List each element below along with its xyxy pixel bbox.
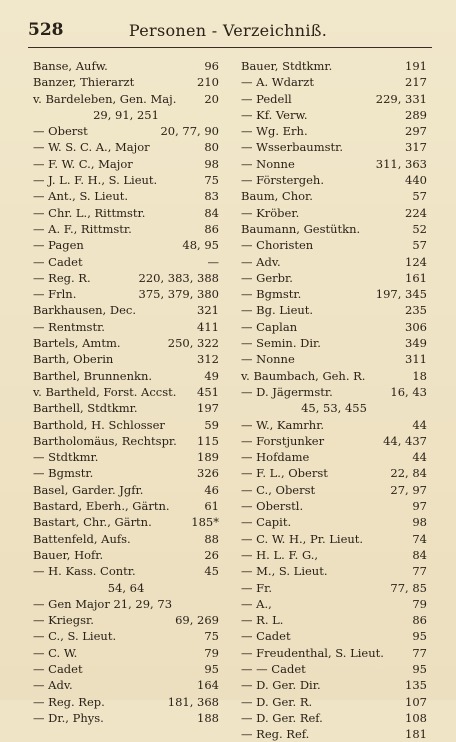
index-entry: [33, 91, 219, 107]
entry-name: Bauer, Hofr.: [33, 547, 104, 562]
entry-name: — Freudenthal, S. Lieut.: [241, 645, 384, 660]
entry-name: v. Baumbach, Geh. R.: [241, 368, 366, 383]
index-entry: [241, 710, 427, 726]
index-entry: [241, 74, 427, 90]
entry-pages: 189: [197, 450, 219, 465]
entry-pages: 197, 345: [375, 287, 427, 302]
entry-pages: 98: [412, 515, 427, 530]
entry-name: — Cadet: [241, 629, 291, 644]
index-entry: [241, 188, 427, 204]
entry-pages: 185*: [191, 515, 219, 530]
entry-pages: 197: [197, 401, 219, 416]
entry-pages: 26: [204, 547, 219, 562]
index-entry: [33, 139, 219, 155]
entry-name: — Kröber.: [241, 205, 300, 220]
index-entry: [33, 694, 219, 710]
index-entry: [241, 661, 427, 677]
entry-name: — Pedell: [241, 91, 292, 106]
index-entry: [33, 514, 219, 530]
entry-name: Barthold, H. Schlosser: [33, 417, 165, 432]
index-entry: [33, 563, 219, 579]
index-entry: [241, 335, 427, 351]
entry-pages: 188: [197, 710, 219, 725]
entry-name: — Oberst: [33, 124, 88, 139]
entry-name: — Kf. Verw.: [241, 107, 308, 122]
entry-name: — Frln.: [33, 287, 77, 302]
entry-name: — Bg. Lieut.: [241, 303, 314, 318]
index-entry: [33, 351, 219, 367]
entry-name: — F. W. C., Major: [33, 156, 133, 171]
right-column: [241, 58, 427, 742]
entry-name: 29, 91, 251: [93, 107, 159, 122]
entry-pages: 440: [405, 173, 427, 188]
entry-pages: 411: [197, 319, 219, 334]
entry-name: — Cadet: [33, 661, 83, 676]
entry-name: Baum, Chor.: [241, 189, 313, 204]
entry-pages: 52: [412, 221, 427, 236]
index-entry: [241, 156, 427, 172]
entry-name: 54, 64: [107, 580, 145, 595]
index-entry: [241, 726, 427, 742]
entry-name: — H. Kass. Contr.: [33, 564, 136, 579]
entry-name: 45, 53, 455: [301, 401, 367, 416]
entry-name: — Reg. R.: [33, 270, 91, 285]
entry-name: Basel, Garder. Jgfr.: [33, 482, 144, 497]
index-entry: [241, 498, 427, 514]
entry-name: — W., Kamrhr.: [241, 417, 325, 432]
entry-name: — Semin. Dir.: [241, 336, 321, 351]
index-entry: [33, 270, 219, 286]
entry-pages: 88: [204, 531, 219, 546]
entry-name: Bartels, Amtm.: [33, 336, 121, 351]
index-entry: [241, 612, 427, 628]
entry-name: — Wsserbaumstr.: [241, 140, 344, 155]
entry-name: — J. L. F. H., S. Lieut.: [33, 173, 158, 188]
index-entry: [241, 123, 427, 139]
index-entry: [33, 156, 219, 172]
entry-name: Barth, Oberin: [33, 352, 114, 367]
entry-name: — Fr.: [241, 580, 273, 595]
entry-pages: 220, 383, 388: [138, 270, 219, 285]
entry-name: — — Cadet: [241, 661, 306, 676]
entry-name: Bastart, Chr., Gärtn.: [33, 515, 152, 530]
entry-pages: 95: [204, 661, 219, 676]
index-entry: [241, 205, 427, 221]
index-entry: [33, 677, 219, 693]
entry-name: — Nonne: [241, 352, 295, 367]
entry-pages: 22, 84: [390, 466, 427, 481]
entry-pages: 44: [412, 450, 427, 465]
entry-pages: 48, 95: [182, 238, 219, 253]
entry-name: Banzer, Thierarzt: [33, 75, 135, 90]
index-entry: [33, 628, 219, 644]
index-entry: [241, 645, 427, 661]
entry-pages: 46: [204, 482, 219, 497]
entry-pages: 86: [412, 613, 427, 628]
entry-pages: 59: [204, 417, 219, 432]
index-entry: [241, 91, 427, 107]
header-rule: [28, 47, 432, 48]
entry-pages: 79: [412, 596, 427, 611]
entry-pages: 297: [405, 124, 427, 139]
entry-pages: 77, 85: [390, 580, 427, 595]
entry-name: — F. L., Oberst: [241, 466, 328, 481]
index-entry: [33, 417, 219, 433]
index-entry: [33, 612, 219, 628]
entry-pages: 86: [204, 221, 219, 236]
index-entry: [241, 221, 427, 237]
entry-pages: —: [207, 254, 219, 269]
entry-name: — C. W. H., Pr. Lieut.: [241, 531, 364, 546]
entry-pages: 84: [412, 547, 427, 562]
entry-name: — D. Ger. R.: [241, 694, 313, 709]
entry-pages: 108: [405, 710, 427, 725]
entry-pages: 77: [412, 645, 427, 660]
entry-pages: 181, 368: [167, 694, 219, 709]
entry-pages: 161: [405, 270, 427, 285]
index-entry: [33, 123, 219, 139]
index-entry: [33, 498, 219, 514]
index-entry: [33, 433, 219, 449]
entry-name: Barkhausen, Dec.: [33, 303, 136, 318]
index-entry: [241, 368, 427, 384]
entry-name: — Cadet: [33, 254, 83, 269]
entry-pages: 317: [405, 140, 427, 155]
entry-pages: 375, 379, 380: [138, 287, 219, 302]
index-entry: [241, 237, 427, 253]
entry-pages: 57: [412, 238, 427, 253]
entry-name: — C. W.: [33, 645, 78, 660]
entry-pages: 96: [204, 59, 219, 73]
entry-pages: 45: [204, 564, 219, 579]
index-entry: [33, 221, 219, 237]
entry-pages: 326: [197, 466, 219, 481]
entry-pages: 74: [412, 531, 427, 546]
index-entry: [33, 465, 219, 481]
entry-pages: 98: [204, 156, 219, 171]
entry-pages: 20: [204, 91, 219, 106]
entry-name: — W. S. C. A., Major: [33, 140, 150, 155]
entry-pages: 235: [405, 303, 427, 318]
index-entry: [241, 302, 427, 318]
index-entry: [241, 139, 427, 155]
entry-name: — Chr. L., Rittmstr.: [33, 205, 146, 220]
entry-pages: 321: [197, 303, 219, 318]
entry-pages: 115: [197, 433, 219, 448]
entry-pages: 250, 322: [167, 336, 219, 351]
entry-name: — Forstjunker: [241, 433, 325, 448]
entry-name: — Adv.: [241, 254, 281, 269]
index-entry: [33, 302, 219, 318]
index-entry: [241, 58, 427, 74]
entry-name: — Gen Major 21, 29, 73: [33, 596, 173, 611]
index-entry: [241, 319, 427, 335]
entry-name: — A. Wdarzt: [241, 75, 314, 90]
entry-pages: 311, 363: [375, 156, 427, 171]
index-entry: [241, 417, 427, 433]
entry-pages: 451: [197, 384, 219, 399]
entry-name: — Ant., S. Lieut.: [33, 189, 129, 204]
index-entry: [241, 628, 427, 644]
index-entry: [241, 286, 427, 302]
entry-name: Bastard, Eberh., Gärtn.: [33, 499, 170, 514]
index-entry: [33, 254, 219, 270]
index-entry: [241, 449, 427, 465]
entry-name: — Rentmstr.: [33, 319, 105, 334]
entry-pages: 49: [204, 368, 219, 383]
entry-pages: 79: [204, 645, 219, 660]
index-entry: [241, 400, 427, 416]
index-entry: [33, 335, 219, 351]
entry-name: v. Bartheld, Forst. Accst.: [33, 384, 177, 399]
index-entry: [33, 107, 219, 123]
entry-pages: 77: [412, 564, 427, 579]
entry-pages: 210: [197, 75, 219, 90]
entry-pages: 349: [405, 336, 427, 351]
entry-name: — Reg. Rep.: [33, 694, 105, 709]
left-column: [33, 58, 219, 726]
entry-name: — Stdtkmr.: [33, 450, 99, 465]
index-entry: [33, 368, 219, 384]
entry-name: — A. F., Rittmstr.: [33, 221, 132, 236]
entry-name: — C., Oberst: [241, 482, 316, 497]
index-entry: [241, 254, 427, 270]
entry-pages: 75: [204, 173, 219, 188]
index-entry: [241, 482, 427, 498]
entry-name: Bauer, Stdtkmr.: [241, 59, 333, 73]
entry-name: — Kriegsr.: [33, 613, 94, 628]
entry-pages: 124: [405, 254, 427, 269]
index-entry: [33, 710, 219, 726]
entry-pages: 312: [197, 352, 219, 367]
entry-name: — H. L. F. G.,: [241, 547, 319, 562]
entry-pages: 44: [412, 417, 427, 432]
entry-pages: 57: [412, 189, 427, 204]
entry-name: — Bgmstr.: [241, 287, 302, 302]
entry-pages: 97: [412, 499, 427, 514]
entry-name: — Adv.: [33, 678, 73, 693]
entry-pages: 224: [405, 205, 427, 220]
entry-pages: 20, 77, 90: [160, 124, 219, 139]
index-entry: [33, 286, 219, 302]
entry-name: — M., S. Lieut.: [241, 564, 328, 579]
index-entry: [33, 205, 219, 221]
index-entry: [33, 237, 219, 253]
entry-pages: 164: [197, 678, 219, 693]
index-entry: [241, 172, 427, 188]
index-entry: [241, 547, 427, 563]
entry-pages: 229, 331: [375, 91, 427, 106]
entry-name: — Choristen: [241, 238, 314, 253]
entry-pages: 191: [405, 59, 427, 73]
entry-pages: 217: [405, 75, 427, 90]
entry-name: — Pagen: [33, 238, 84, 253]
index-entry: [33, 384, 219, 400]
entry-name: — Förstergeh.: [241, 173, 324, 188]
index-entry: [33, 596, 219, 612]
entry-pages: 75: [204, 629, 219, 644]
entry-name: — C., S. Lieut.: [33, 629, 117, 644]
index-entry: [33, 172, 219, 188]
entry-name: Battenfeld, Aufs.: [33, 531, 131, 546]
entry-name: — Bgmstr.: [33, 466, 94, 481]
index-entry: [241, 107, 427, 123]
index-entry: [33, 74, 219, 90]
entry-pages: 69, 269: [175, 613, 219, 628]
entry-pages: 83: [204, 189, 219, 204]
entry-pages: 44, 437: [383, 433, 427, 448]
entry-pages: 80: [204, 140, 219, 155]
entry-name: v. Bardeleben, Gen. Maj.: [33, 91, 177, 106]
entry-name: — Capit.: [241, 515, 292, 530]
entry-name: — Gerbr.: [241, 270, 293, 285]
entry-pages: 107: [405, 694, 427, 709]
entry-pages: 18: [412, 368, 427, 383]
entry-name: Barthel, Brunnenkn.: [33, 368, 153, 383]
index-entry: [33, 482, 219, 498]
index-entry: [241, 563, 427, 579]
index-entry: [33, 580, 219, 596]
index-entry: [33, 188, 219, 204]
entry-pages: 95: [412, 661, 427, 676]
entry-pages: 95: [412, 629, 427, 644]
entry-pages: 181: [405, 727, 427, 742]
index-entry: [33, 645, 219, 661]
index-entry: [241, 694, 427, 710]
index-entry: [33, 319, 219, 335]
index-entry: [241, 580, 427, 596]
entry-name: — A.,: [241, 596, 272, 611]
running-title: Personen - Verzeichniß.: [128, 21, 328, 40]
entry-pages: 16, 43: [390, 384, 427, 399]
index-entry: [241, 433, 427, 449]
entry-name: — Dr., Phys.: [33, 710, 104, 725]
index-entry: [33, 531, 219, 547]
index-entry: [33, 58, 219, 74]
entry-name: Baumann, Gestütkn.: [241, 221, 361, 236]
entry-name: — R. L.: [241, 613, 284, 628]
entry-name: — Oberstl.: [241, 499, 304, 514]
index-entry: [241, 270, 427, 286]
entry-pages: 84: [204, 205, 219, 220]
entry-name: — Wg. Erh.: [241, 124, 308, 139]
index-entry: [241, 514, 427, 530]
entry-name: — Reg. Ref.: [241, 727, 310, 742]
index-entry: [33, 400, 219, 416]
entry-name: — D. Jägermstr.: [241, 384, 333, 399]
page-number: 528: [28, 20, 64, 40]
index-entry: [241, 384, 427, 400]
index-entry: [241, 596, 427, 612]
index-entry: [33, 449, 219, 465]
index-entry: [33, 547, 219, 563]
index-entry: [241, 465, 427, 481]
entry-pages: 311: [405, 352, 427, 367]
entry-name: Banse, Aufw.: [33, 59, 108, 73]
entry-name: — Caplan: [241, 319, 298, 334]
entry-pages: 306: [405, 319, 427, 334]
entry-name: — Hofdame: [241, 450, 310, 465]
index-entry: [241, 531, 427, 547]
index-entry: [241, 677, 427, 693]
entry-name: — Nonne: [241, 156, 295, 171]
index-entry: [33, 661, 219, 677]
index-entry: [241, 351, 427, 367]
entry-name: — D. Ger. Dir.: [241, 678, 321, 693]
entry-name: — D. Ger. Ref.: [241, 710, 323, 725]
entry-pages: 289: [405, 107, 427, 122]
entry-name: Barthell, Stdtkmr.: [33, 401, 138, 416]
entry-pages: 61: [204, 499, 219, 514]
entry-name: Bartholomäus, Rechtspr.: [33, 433, 177, 448]
entry-pages: 135: [405, 678, 427, 693]
page-header: [0, 20, 456, 46]
entry-pages: 27, 97: [390, 482, 427, 497]
